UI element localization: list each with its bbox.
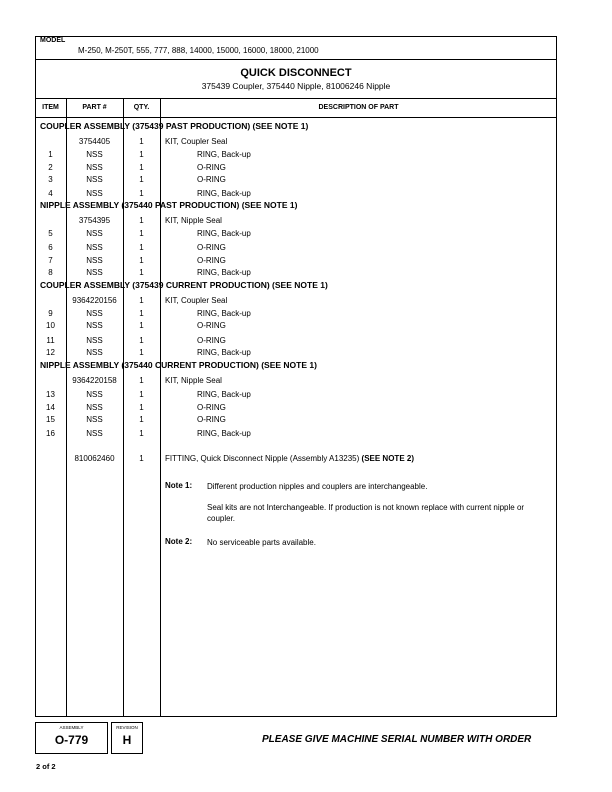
part-number: 3754405 (78, 137, 111, 146)
part-description: KIT, Nipple Seal (165, 376, 222, 385)
part-number: NSS (86, 390, 103, 399)
quantity: 1 (139, 216, 144, 225)
item-number: 4 (48, 189, 53, 198)
item-number: 3 (48, 175, 53, 184)
part-number: NSS (86, 189, 103, 198)
part-description: KIT, Nipple Seal (165, 216, 222, 225)
part-number: 9364220156 (72, 296, 117, 305)
item-number: 16 (46, 429, 55, 438)
quantity: 1 (139, 163, 144, 172)
item-number: 2 (48, 163, 53, 172)
section-heading: COUPLER ASSEMBLY (375439 PAST PRODUCTION) (SEE NOTE 1) (40, 121, 309, 131)
part-number: NSS (86, 429, 103, 438)
quantity: 1 (139, 336, 144, 345)
page-title: QUICK DISCONNECT (240, 67, 352, 79)
column-header-item: ITEM (42, 104, 59, 111)
quantity: 1 (139, 429, 144, 438)
item-number: 1 (48, 150, 53, 159)
part-description: O-RING (197, 256, 226, 265)
fitting-description: FITTING, Quick Disconnect Nipple (Assembly A13235) (165, 454, 360, 463)
model-divider (35, 59, 557, 60)
quantity: 1 (139, 137, 144, 146)
quantity: 1 (139, 454, 144, 463)
revision-box (111, 722, 143, 754)
part-description: O-RING (197, 175, 226, 184)
part-number: NSS (86, 321, 103, 330)
assembly-box (35, 722, 108, 754)
note-label: Note 2: (165, 537, 193, 546)
part-description: O-RING (197, 403, 226, 412)
item-number: 14 (46, 403, 55, 412)
part-number: 3754395 (78, 216, 111, 225)
qty-column-rule (160, 98, 161, 717)
revision-letter: H (122, 733, 132, 747)
part-description: O-RING (197, 163, 226, 172)
item-number: 6 (48, 243, 53, 252)
column-header-description: DESCRIPTION OF PART (318, 104, 399, 111)
section-heading: NIPPLE ASSEMBLY (375440 CURRENT PRODUCTION) (SEE NOTE 1) (40, 360, 317, 370)
note-label: Note 1: (165, 481, 193, 490)
part-description: RING, Back-up (197, 348, 251, 357)
quantity: 1 (139, 175, 144, 184)
part-description (165, 454, 414, 463)
part-number: NSS (86, 229, 103, 238)
part-number: 9364220158 (72, 376, 117, 385)
assembly-number: O-779 (54, 733, 89, 747)
quantity: 1 (139, 150, 144, 159)
item-number: 9 (48, 309, 53, 318)
note-text: No serviceable parts available. (207, 538, 316, 547)
quantity: 1 (139, 229, 144, 238)
column-header-qty: QTY. (133, 104, 150, 111)
part-number: NSS (86, 415, 103, 424)
part-description: O-RING (197, 321, 226, 330)
part-number: 810062460 (74, 454, 115, 463)
item-number: 12 (46, 348, 55, 357)
part-description: KIT, Coupler Seal (165, 296, 228, 305)
quantity: 1 (139, 268, 144, 277)
header-divider (35, 117, 557, 118)
quantity: 1 (139, 348, 144, 357)
model-label: MODEL (40, 37, 66, 44)
quantity: 1 (139, 403, 144, 412)
revision-label: REVISION (116, 725, 138, 730)
part-description: RING, Back-up (197, 390, 251, 399)
note-text: Different production nipples and couplers are interchangeable. (207, 482, 428, 491)
part-description: RING, Back-up (197, 309, 251, 318)
part-number: NSS (86, 256, 103, 265)
serial-notice: PLEASE GIVE MACHINE SERIAL NUMBER WITH ORDER (262, 734, 532, 745)
see-note-reference: (SEE NOTE 2) (361, 454, 414, 463)
part-number: NSS (86, 348, 103, 357)
part-description: KIT, Coupler Seal (165, 137, 228, 146)
quantity: 1 (139, 243, 144, 252)
page-subtitle: 375439 Coupler, 375440 Nipple, 81006246 Nipple (201, 81, 391, 91)
part-description: RING, Back-up (197, 189, 251, 198)
part-number: NSS (86, 163, 103, 172)
part-description: O-RING (197, 243, 226, 252)
part-description: O-RING (197, 336, 226, 345)
part-number: NSS (86, 309, 103, 318)
part-number: NSS (86, 336, 103, 345)
part-number: NSS (86, 150, 103, 159)
item-number: 13 (46, 390, 55, 399)
item-number: 7 (48, 256, 53, 265)
quantity: 1 (139, 321, 144, 330)
section-heading: COUPLER ASSEMBLY (375439 CURRENT PRODUCTION) (SEE NOTE 1) (40, 280, 328, 290)
part-description: RING, Back-up (197, 150, 251, 159)
title-divider (35, 98, 557, 99)
part-description: RING, Back-up (197, 268, 251, 277)
model-list: M-250, M-250T, 555, 777, 888, 14000, 15000, 16000, 18000, 21000 (78, 46, 319, 55)
quantity: 1 (139, 296, 144, 305)
part-number: NSS (86, 175, 103, 184)
item-number: 11 (46, 336, 55, 345)
quantity: 1 (139, 256, 144, 265)
item-number: 5 (48, 229, 53, 238)
part-number: NSS (86, 403, 103, 412)
quantity: 1 (139, 390, 144, 399)
quantity: 1 (139, 415, 144, 424)
item-number: 15 (46, 415, 55, 424)
part-description: RING, Back-up (197, 429, 251, 438)
assembly-label: ASSEMBLY (59, 725, 84, 730)
part-number: NSS (86, 268, 103, 277)
quantity: 1 (139, 309, 144, 318)
part-description: RING, Back-up (197, 229, 251, 238)
note-text: Seal kits are not Interchangeable. If production is not known replace with current nipple or coupler. (207, 503, 525, 523)
part-number: NSS (86, 243, 103, 252)
column-header-part: PART # (82, 104, 107, 111)
quantity: 1 (139, 376, 144, 385)
section-heading: NIPPLE ASSEMBLY (375440 PAST PRODUCTION) (SEE NOTE 1) (40, 200, 298, 210)
item-number: 8 (48, 268, 53, 277)
page-number: 2 of 2 (36, 762, 56, 771)
item-number: 10 (46, 321, 55, 330)
quantity: 1 (139, 189, 144, 198)
part-description: O-RING (197, 415, 226, 424)
